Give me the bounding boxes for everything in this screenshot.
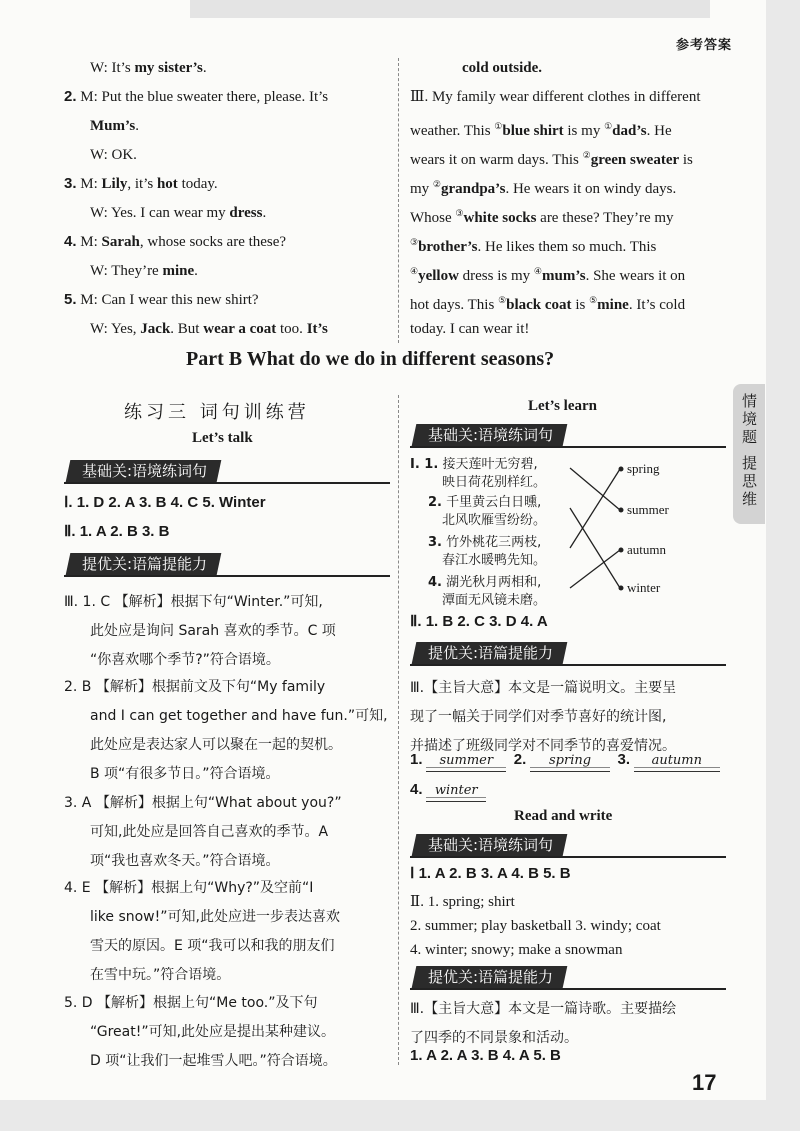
passage-line: my ②grandpa’s. He wears it on windy days.: [410, 179, 677, 197]
main-idea: Ⅲ.【主旨大意】本文是一篇说明文。主要呈 现了一幅关于同学们对季节喜好的统计图, 并描述了班级同学对不同季节的喜爱情况。: [410, 680, 677, 754]
explanation-5: 5. D 【解析】根据上句“Me too.”及下句 “Great!”可知,此处应是提出某种建议。 D 项“让我们一起堆雪人吧。”符合语境。: [64, 995, 337, 1069]
explanation-2: 2. B 【解析】根据前文及下句“My family and I can get together and have fun.”可知, 此处应是表达家人可以聚在一起的契机。 B 项“有很多节日。”符合语境。: [64, 679, 388, 782]
dialogue-line: W: They’re mine.: [90, 263, 198, 279]
answer-line: Ⅱ. 1. B 2. C 3. D 4. A: [410, 613, 548, 630]
banner-basic: 基础关:语境练词句: [410, 834, 726, 858]
answer-line: Ⅱ. 1. spring; shirt: [410, 894, 515, 910]
banner-advanced: 提优关:语篇提能力: [410, 966, 726, 990]
season-summer: summer: [627, 502, 669, 517]
banner-advanced: 提优关:语篇提能力: [64, 553, 390, 577]
fill-answers: 1. summer 2. spring 3. autumn: [410, 750, 720, 772]
answer-line: 4. winter; snowy; make a snowman: [410, 942, 623, 958]
matching-lines: [560, 460, 640, 600]
passage-line: Ⅲ. My family wear different clothes in different: [410, 89, 701, 105]
dialogue-line: W: It’s my sister’s.: [90, 60, 207, 76]
page-number: 17: [692, 1070, 717, 1095]
dialogue-line: 5. M: Can I wear this new shirt?: [64, 291, 259, 308]
column-divider: [398, 58, 399, 343]
dialogue-line: W: Yes. I can wear my dress.: [90, 205, 267, 221]
side-tab: 情境题 提思维: [733, 384, 765, 524]
season-autumn: autumn: [627, 542, 666, 557]
answer-line: 1. A 2. A 3. B 4. A 5. B: [410, 1047, 561, 1064]
scan-strip: [190, 0, 710, 18]
dialogue-line: 3. M: Lily, it’s hot today.: [64, 175, 218, 192]
lets-talk-title: Let’s talk: [192, 430, 253, 446]
banner-advanced: 提优关:语篇提能力: [410, 642, 726, 666]
answer-line: Ⅰ. 1. D 2. A 3. B 4. C 5. Winter: [64, 494, 266, 511]
fill-answers: 4. winter: [410, 780, 486, 802]
column-divider: [398, 395, 399, 1065]
banner-basic: 基础关:语境练词句: [410, 424, 726, 448]
dialogue-line: W: OK.: [90, 147, 137, 163]
passage-line: Whose ③white socks are these? They’re my: [410, 208, 674, 226]
poem-3: 3. 竹外桃花三两枝, 春江水暖鸭先知。: [428, 535, 547, 568]
poem-1: Ⅰ. 1. 接天莲叶无穷碧, 映日荷花别样红。: [410, 457, 547, 490]
section-title: 练习三 词句训练营: [124, 402, 310, 423]
dialogue-line: W: Yes, Jack. But wear a coat too. It’s: [90, 321, 328, 337]
lets-learn-title: Let’s learn: [528, 398, 598, 414]
explanation-4: 4. E 【解析】根据上句“Why?”及空前“I like snow!”可知,此处应进一步表达喜欢 雪天的原因。E 项“我可以和我的朋友们 在雪中玩。”符合语境。: [64, 880, 340, 983]
part-b-title: Part B What do we do in different seasons?: [186, 348, 555, 370]
explanation-3: 3. A 【解析】根据上句“What about you?” 可知,此处应是回答自己喜欢的季节。A 项“我也喜欢冬天。”符合语境。: [64, 795, 342, 869]
poem-2: 2. 千里黄云白日曛, 北风吹雁雪纷纷。: [428, 495, 547, 528]
dialogue-line: Mum’s.: [90, 118, 140, 134]
passage-line: today. I can wear it!: [410, 321, 530, 337]
answer-line: Ⅰ 1. A 2. B 3. A 4. B 5. B: [410, 865, 571, 882]
explanation-1: Ⅲ. 1. C 【解析】根据下句“Winter.”可知, 此处应是询问 Sarah 喜欢的季节。C 项 “你喜欢哪个季节?”符合语境。: [64, 594, 336, 668]
main-idea-2: Ⅲ.【主旨大意】本文是一篇诗歌。主要描绘 了四季的不同景象和活动。: [410, 1001, 677, 1046]
dialogue-line: 2. M: Put the blue sweater there, please. It’s: [64, 88, 329, 105]
season-winter: winter: [627, 580, 661, 595]
dialogue-line: 4. M: Sarah, whose socks are these?: [64, 233, 287, 250]
read-write-title: Read and write: [514, 808, 613, 824]
banner-basic: 基础关:语境练词句: [64, 460, 390, 484]
season-spring: spring: [627, 461, 660, 476]
passage-line: cold outside.: [462, 60, 543, 76]
header-ref: 参考答案: [676, 38, 733, 53]
answer-line: 2. summer; play basketball 3. windy; coat: [410, 918, 661, 934]
answer-line: Ⅱ. 1. A 2. B 3. B: [64, 523, 170, 540]
passage-line: wears it on warm days. This ②green sweater is: [410, 150, 693, 168]
passage-line: ③brother’s. He likes them so much. This: [410, 237, 657, 255]
passage-line: ④yellow dress is my ④mum’s. She wears it on: [410, 266, 686, 284]
poem-4: 4. 湖光秋月两相和, 潭面无风镜未磨。: [428, 575, 547, 608]
passage-line: hot days. This ⑤black coat is ⑤mine. It’s cold: [410, 295, 686, 313]
passage-line: weather. This ①blue shirt is my ①dad’s. He: [410, 121, 672, 139]
